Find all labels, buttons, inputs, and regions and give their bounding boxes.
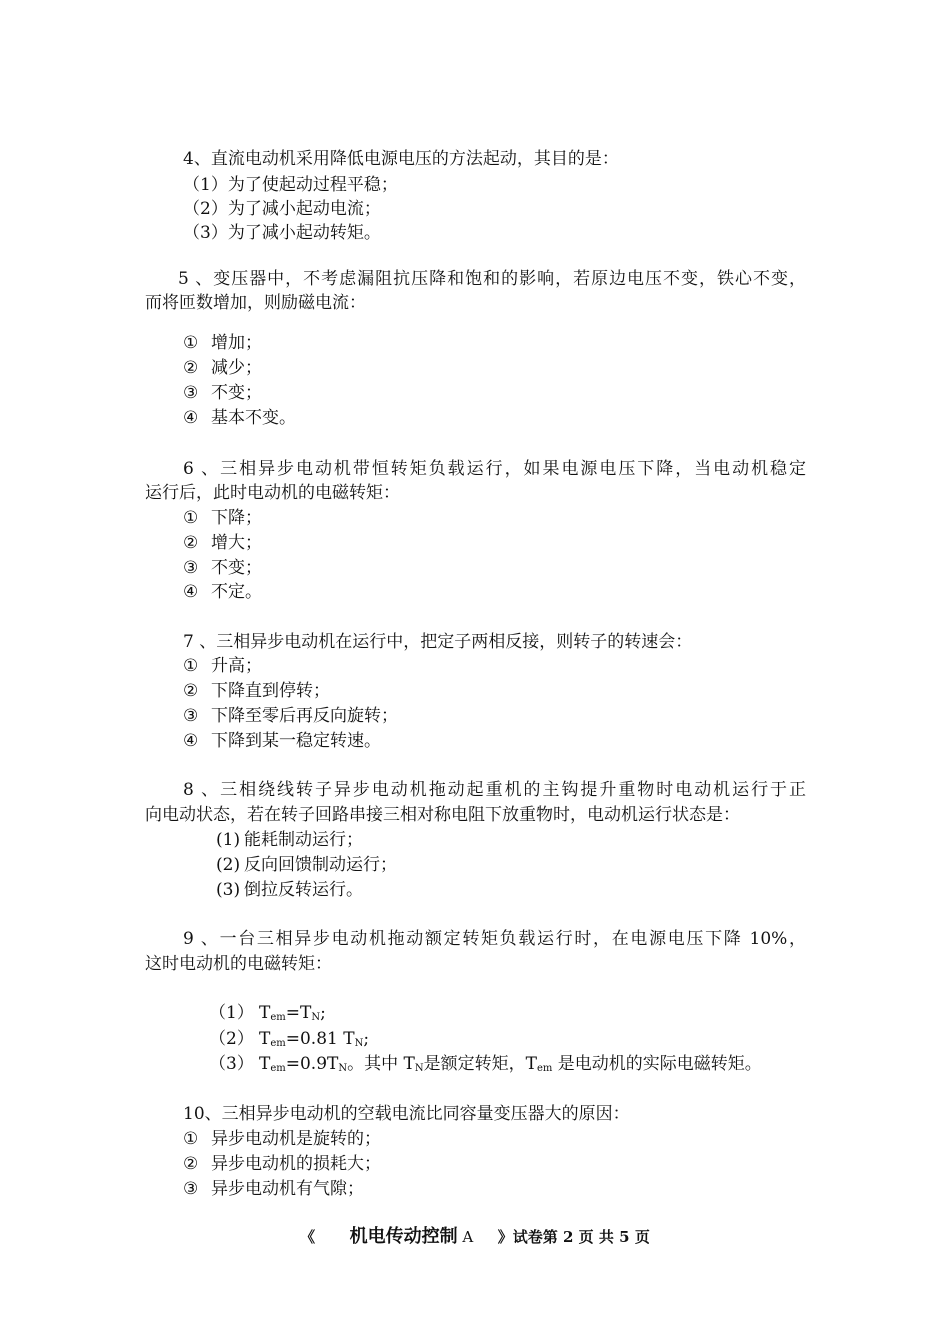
q5-option-3: ③ 不变； bbox=[183, 383, 262, 403]
footer-page-unit: 页 bbox=[578, 1228, 594, 1246]
q6-option-3: ③ 不变； bbox=[183, 558, 262, 578]
q10-option-3: ③ 异步电动机有气隙； bbox=[183, 1179, 364, 1199]
page-footer bbox=[0, 1222, 950, 1248]
q6-option-2: ② 增大； bbox=[183, 533, 262, 553]
q9-option-3: （3） $T_{em}=0.9T_N$。其中 $T_N$是额定转矩，$T_{em}$ 是电动机的实际电磁转矩。 bbox=[209, 1054, 762, 1074]
q8-stem-line2: 向电动状态，若在转子回路串接三相对称电阻下放重物时，电动机运行状态是： bbox=[145, 805, 740, 825]
q9-stem-line2: 这时电动机的电磁转矩： bbox=[145, 954, 332, 974]
q6-option-4: ④ 不定。 bbox=[183, 582, 262, 602]
footer-total-unit: 页 bbox=[634, 1228, 650, 1246]
q6-stem-line2: 运行后，此时电动机的电磁转矩： bbox=[145, 483, 400, 503]
q8-option-1: (1) 能耗制动运行； bbox=[216, 830, 363, 850]
q9-option-2: （2） $T_{em}=0.81$ $T_N$; bbox=[209, 1029, 370, 1049]
q9-stem-line1: 9 、一台三相异步电动机拖动额定转矩负载运行时，在电源电压下降 10%， bbox=[183, 929, 806, 949]
q4-option-3: （3）为了减小起动转矩。 bbox=[183, 223, 381, 243]
footer-total-label: 共 bbox=[598, 1228, 614, 1246]
q5-stem-line1: 5 、变压器中，不考虑漏阻抗压降和饱和的影响，若原边电压不变，铁心不变， bbox=[178, 269, 806, 289]
footer-page-number: 2 bbox=[562, 1228, 574, 1246]
q9-option-1: （1） $T_{em}=T_N$; bbox=[209, 1003, 326, 1023]
q7-option-1: ① 升高； bbox=[183, 656, 262, 676]
q6-option-1: ① 下降； bbox=[183, 508, 262, 528]
q6-stem-line1: 6 、三相异步电动机带恒转矩负载运行，如果电源电压下降，当电动机稳定 bbox=[183, 459, 806, 479]
q10-option-1: ① 异步电动机是旋转的； bbox=[183, 1129, 381, 1149]
footer-variant: A bbox=[462, 1228, 474, 1246]
q5-option-4: ④ 基本不变。 bbox=[183, 408, 296, 428]
q7-option-3: ③ 下降至零后再反向旋转； bbox=[183, 706, 398, 726]
q5-stem-line2: 而将匝数增加，则励磁电流： bbox=[145, 293, 366, 313]
q7-option-4: ④ 下降到某一稳定转速。 bbox=[183, 731, 381, 751]
q5-option-2: ② 减少； bbox=[183, 358, 262, 378]
footer-open-bracket: 《 bbox=[300, 1228, 316, 1246]
q8-option-2: (2) 反向回馈制动运行； bbox=[216, 855, 397, 875]
footer-close-label: 》试卷第 bbox=[497, 1228, 558, 1246]
footer-total-pages: 5 bbox=[619, 1228, 630, 1246]
q4-stem: 4、直流电动机采用降低电源电压的方法起动，其目的是： bbox=[183, 149, 619, 169]
q7-stem: 7 、三相异步电动机在运行中，把定子两相反接，则转子的转速会： bbox=[183, 632, 693, 652]
q4-option-2: （2）为了减小起动电流； bbox=[183, 199, 381, 219]
q10-stem: 10、三相异步电动机的空载电流比同容量变压器大的原因： bbox=[183, 1104, 630, 1124]
q8-option-3: (3) 倒拉反转运行。 bbox=[216, 880, 363, 900]
q10-option-2: ② 异步电动机的损耗大； bbox=[183, 1154, 381, 1174]
q8-stem-line1: 8 、三相绕线转子异步电动机拖动起重机的主钩提升重物时电动机运行于正 bbox=[183, 780, 806, 800]
q5-option-1: ① 增加； bbox=[183, 333, 262, 353]
q7-option-2: ② 下降直到停转； bbox=[183, 681, 330, 701]
footer-course-title: 机电传动控制 bbox=[349, 1226, 458, 1247]
q4-option-1: （1）为了使起动过程平稳； bbox=[183, 175, 398, 195]
